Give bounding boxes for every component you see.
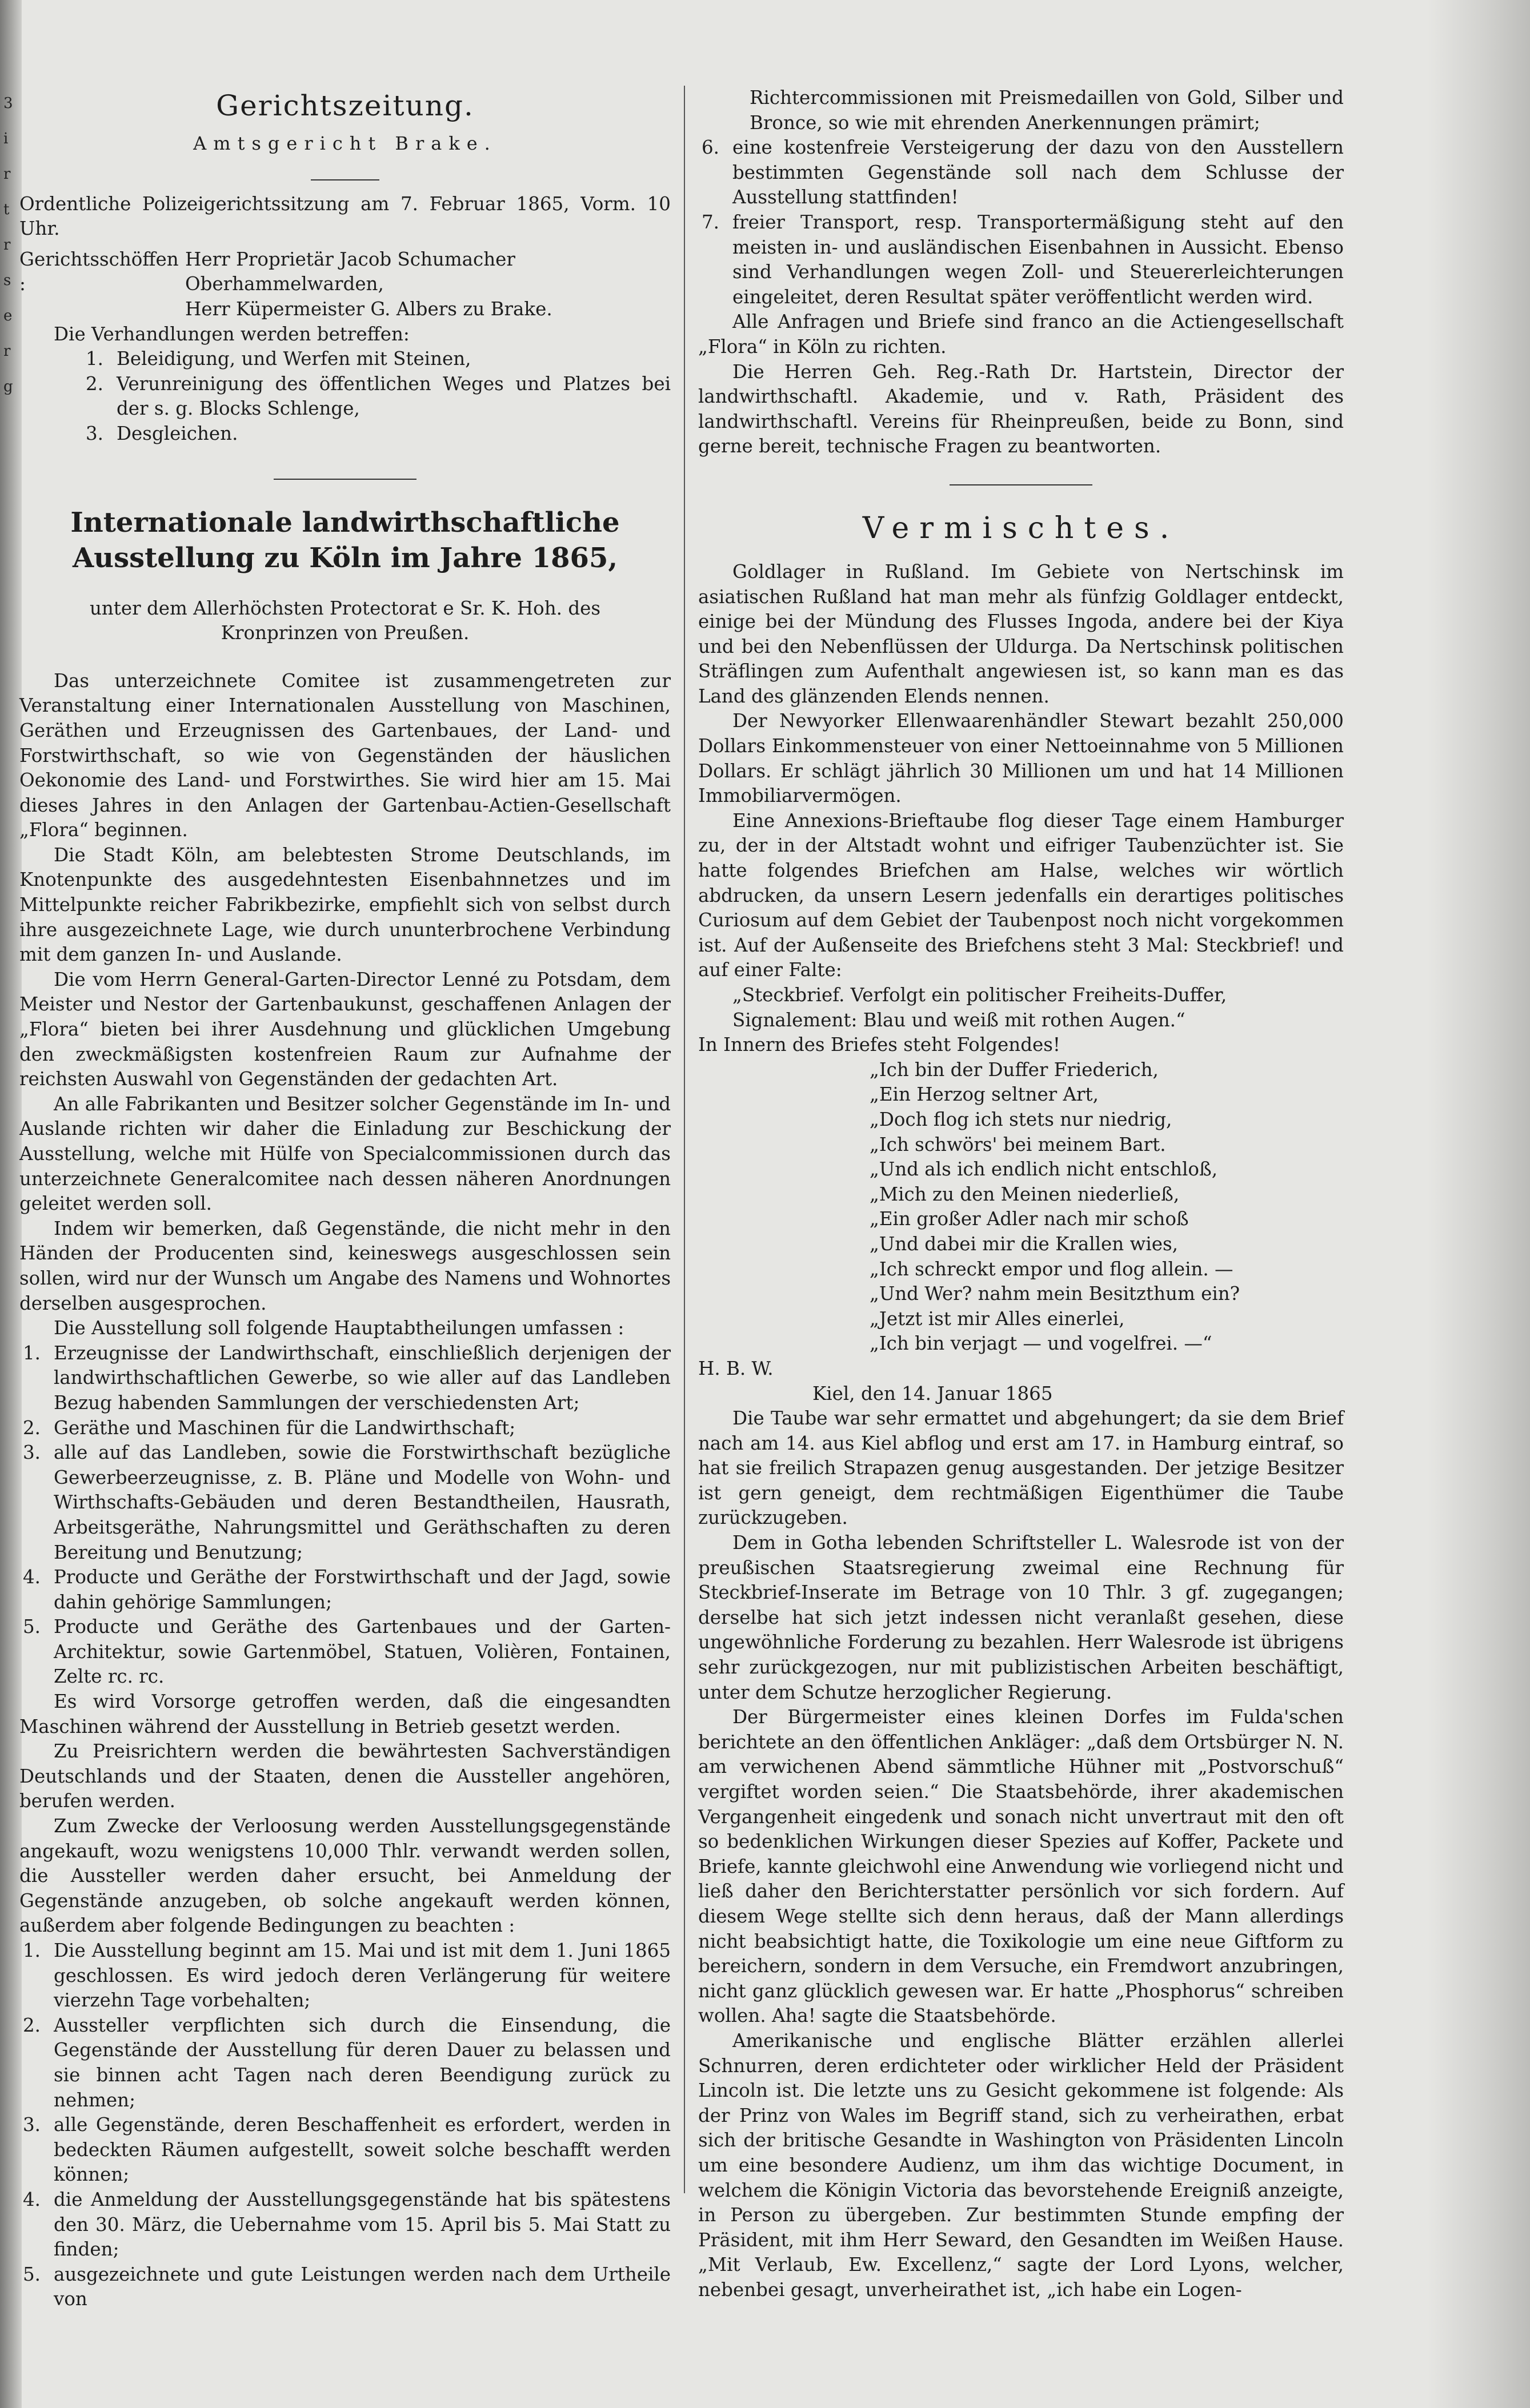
list-item: 7. freier Transport, resp. Transportermäßigung steht auf den meisten in- und ausländischen Eisenbahnen in Aussicht. Ebenso sind Verhandlungen wegen Zoll- und Steuererleichterungen eingeleitet, deren Resultat später veröffentlicht werden wird. [702,211,1344,308]
gerichtszeitung-heading: Gerichtszeitung. [216,89,474,122]
abtheilungen-list [19,1341,671,1689]
paragraph: Alle Anfragen und Briefe sind franco an die Actiengesellschaft „Flora“ in Köln zu richten. [698,311,1344,358]
margin-letter: 3 [3,95,13,112]
poem-line: „Ich schwörs' bei meinem Bart. [870,1133,1166,1155]
poem-line: „Ein großer Adler nach mir schoß [870,1208,1189,1230]
poem-line: „Doch flog ich stets nur niedrig, [870,1108,1172,1130]
poem-line: „Jetzt ist mir Alles einerlei, [870,1307,1125,1330]
margin-letter: r [3,236,11,254]
poem-line: „Und Wer? nahm mein Besitzthum ein? [870,1283,1240,1305]
bedingungen-list-cont [698,135,1344,310]
schoeffen-1: Herr Proprietär Jacob Schumacher Oberhammelwarden, [185,248,515,295]
bedingungen-list [19,1939,671,2312]
paragraph: Goldlager in Rußland. Im Gebiete von Nertschinsk im asiatischen Rußland hat man mehr als fünfzig Goldlager entdeckt, einige bei der Mündung des Flusses Ingoda, andere bei der Kiya und bei den Nebenflüssen der Uldurga. Da Nertschinsk politischen Sträflingen zum Aufenthalt angewiesen ist, so kann man es das Land des glänzenden Elends nennen. [698,560,1344,707]
list-item: 4. Producte und Geräthe der Forstwirthschaft und der Jagd, sowie dahin gehörige Sammlungen; [23,1566,671,1613]
list-item: 1. Erzeugnisse der Landwirthschaft, einschließlich derjenigen der landwirthschaftlichen Gewerbe, so wie aller auf das Landleben Bezug habenden Sammlungen der verschiedensten Art; [23,1342,671,1414]
poem-line: „Ein Herzog seltner Art, [870,1083,1099,1106]
list-item: 3. alle Gegenstände, deren Beschaffenheit es erfordert, werden in bedeckten Räumen aufgestellt, soweit solche beschafft werden können; [23,2114,671,2186]
verhandlungen-intro: Die Verhandlungen werden betreffen: [54,323,410,345]
list-item: 5. Producte und Geräthe des Gartenbaues und der Garten-Architektur, sowie Gartenmöbel, Statuen, Volièren, Fontainen, Zelte rc. rc. [23,1616,671,1688]
paragraph: Amerikanische und englische Blätter erzählen allerlei Schnurren, deren erdichteter oder wirklicher Held der Präsident Lincoln ist. Die letzte uns zu Gesicht gekommene ist folgende: Als der Prinz von Wales im Begriff stand, sich zu verheirathen, erbat sich der britische Gesandte in Washington von Präsidenten Lincoln um eine besondere Audienz, um ihm das wichtige Document, in welchem die Königin Victoria das bevorstehende Ereigniß anzeigte, in Person zu übergeben. Zur bestimmten Stunde empfing der Präsident, mit ihm Herr Seward, den Gesandten im Weißen Hause. „Mit Verlaub, Ew. Excellenz,“ sagte der Lord Lyons, welcher, nebenbei gesagt, unverheirathet ist, „ich habe ein Logen- [698,2029,1344,2301]
page-binding-edge [0,0,22,2408]
paragraph: Indem wir bemerken, daß Gegenstände, die nicht mehr in den Händen der Producenten sind, keineswegs ausgeschlossen sein sollen, wird nur der Wunsch um Angabe des Namens und Wohnortes derselben ausgesprochen. [19,1217,671,1314]
page-right-edge [1427,0,1530,2408]
poem [698,1058,1344,1356]
ausstellung-heading: Internationale landwirthschaftliche Ausstellung zu Köln im Jahre 1865, [70,506,620,574]
list-item: 1. Die Ausstellung beginnt am 15. Mai und ist mit dem 1. Juni 1865 geschlossen. Es wird jedoch deren Verlängerung für weitere vierzehn Tage vorbehalten; [23,1940,671,2012]
paragraph: Der Bürgermeister eines kleinen Dorfes im Fulda'schen berichtete an den öffentlichen Ankläger: „daß dem Ortsbürger N. N. am verwichenen Abend sämmtliche Hühner mit „Postvorschuß“ vergiftet worden seien.“ Die Staatsbehörde, ihrer akademischen Vergangenheit eingedenk und sonach nicht unvertraut mit den oft so bedenklichen Wirkungen dieser Spezies auf Koffer, Packete und Briefe, kannte gleichwohl eine Anwendung wie vorliegend nicht und ließ daher den Berichterstatter persönlich vor sich fordern. Auf diesem Wege stellte sich denn heraus, daß der Mann allerdings nicht beabsichtigt hatte, die Toxikologie um eine neue Giftform zu bereichern, sondern in dem Versuche, ein Fremdwort anzubringen, nicht ganz glücklich gewesen war. Er hatte „Phosphorus“ schreiben wollen. Aha! sagte die Staatsbehörde. [698,1706,1344,2027]
steckbrief-line: Signalement: Blau und weiß mit rothen Augen.“ [732,1009,1185,1031]
margin-letters [3,86,19,404]
poem-line: „Mich zu den Meinen niederließ, [870,1183,1180,1205]
session-line: Ordentliche Polizeigerichtssitzung am 7. Februar 1865, Vorm. 10 Uhr. [19,192,671,240]
poem-line: „Und dabei mir die Krallen wies, [870,1233,1179,1255]
list-item: 1. Beleidigung, und Werfen mit Steinen, [86,348,471,370]
list-item: 6. eine kostenfreie Versteigerung der dazu von den Ausstellern bestimmten Gegenstände soll nach dem Schlusse der Ausstellung stattfinden! [702,137,1344,208]
paragraph: Dem in Gotha lebenden Schriftsteller L. Walesrode ist von der preußischen Staatsregierung zweimal eine Rechnung für Steckbrief-Inserate im Betrage von 10 Thlr. 3 gf. zugegangen; derselbe hat sich jetzt indessen nicht veranlaßt gesehen, diese ungewöhnliche Forderung zu bezahlen. Herr Walesrode ist übrigens sehr zurückgezogen, nur mit publizistischen Arbeiten beschäftigt, unter dem Schutze herzoglicher Regierung. [698,1532,1344,1703]
section-divider [950,484,1092,485]
paragraph: Die vom Herrn General-Garten-Director Lenné zu Potsdam, dem Meister und Nestor der Gartenbaukunst, geschaffenen Anlagen der „Flora“ bieten bei ihrer Ausdehnung und glücklichen Umgebung den zweckmäßigsten kostenfreien Raum zur Aufnahme der reichsten Auswahl von Gegenständen der gedachten Art. [19,968,671,1090]
list-item: 3. Desgleichen. [86,422,238,444]
poem-line: „Ich schreckt empor und flog allein. — [870,1258,1233,1280]
short-rule [311,179,379,180]
column-divider [684,86,685,2193]
poem-line: „Und als ich endlich nicht entschloß, [870,1158,1218,1181]
paragraph: An alle Fabrikanten und Besitzer solcher Gegenstände im In- und Auslande richten wir daher die Einladung zur Beschickung der Ausstellung, welche mit Hülfe von Specialcommissionen durch das unterzeichnete Generalcomitee nach dessen näheren Anordnungen geleitet werden soll. [19,1093,671,1215]
paragraph: Die Stadt Köln, am belebtesten Strome Deutschlands, im Knotenpunkte des ausgedehntesten Eisenbahnnetzes und im Mittelpunkte reicher Fabrikbezirke, empfiehlt sich von selbst durch ihre ausgezeichnete Lage, wie durch ununterbrochene Verbindung mit dem ganzen In- und Auslande. [19,844,671,966]
left-column [19,86,671,2312]
paragraph: Es wird Vorsorge getroffen werden, daß die eingesandten Maschinen während der Ausstellung in Betrieb gesetzt werden. [19,1691,671,1737]
paragraph: Eine Annexions-Brieftaube flog dieser Tage einem Hamburger zu, der in der Altstadt wohnt und eifriger Taubenzüchter ist. Sie hatte folgendes Briefchen am Halse, welches wir wörtlich abdrucken, da unsern Lesern jedenfalls ein derartiges politisches Curiosum auf dem Gebiet der Taubenpost noch nicht vorgekommen ist. Auf der Außenseite des Briefchens steht 3 Mal: Steckbrief! und auf einer Falte: [698,809,1344,981]
paragraph: Richtercommissionen mit Preismedaillen von Gold, Silber und Bronce, so wie mit ehrenden Anerkennungen prämirt; [750,87,1344,134]
paragraph: Die Taube war sehr ermattet und abgehungert; da sie dem Brief nach am 14. aus Kiel abflog und erst am 17. in Hamburg eintraf, so hat sie freilich Strapazen genug ausgestanden. Der jetzige Besitzer ist gern geneigt, dem rechtmäßigen Eigenthümer die Taube zurückzugeben. [698,1407,1344,1529]
paragraph: Zu Preisrichtern werden die bewährtesten Sachverständigen Deutschlands und der Staaten, denen die Aussteller angehören, berufen werden. [19,1740,671,1812]
right-column [698,86,1344,2302]
paragraph: Die Ausstellung soll folgende Hauptabtheilungen umfassen : [54,1317,624,1339]
poem-line: „Ich bin der Duffer Friederich, [870,1058,1159,1081]
margin-letter: s [3,272,11,289]
paragraph: Zum Zwecke der Verloosung werden Ausstellungsgegenstände angekauft, wozu wenigstens 10,000 Thlr. verwandt werden sollen, die Aussteller werden daher ersucht, bei Anmeldung der Gegenstände anzugeben, ob solche angekauft werden können, außerdem aber folgende Bedingungen zu beachten : [19,1815,671,1937]
poem-signature: H. B. W. [698,1357,774,1379]
list-item: 2. Verunreinigung des öffentlichen Weges und Platzes bei der s. g. Blocks Schlenge, [86,372,671,420]
paragraph: Die Herren Geh. Reg.-Rath Dr. Hartstein, Director der landwirthschaftl. Akademie, und v. Rath, Präsident des landwirthschaftl. Vereins für Rheinpreußen, beide zu Bonn, sind gerne bereit, technische Fragen zu beantworten. [698,360,1344,457]
schoeffen-2: Herr Küpermeister G. Albers zu Brake. [185,298,552,320]
paragraph: Das unterzeichnete Comitee ist zusammengetreten zur Veranstaltung einer Internationalen Ausstellung von Maschinen, Geräthen und Erzeugnissen des Gartenbaues, der Land- und Forstwirthschaft, so wie von Gegenständen der häuslichen Oekonomie des Land- und Forstwirthes. Sie wird hier am 15. Mai dieses Jahres in den Anlagen der Gartenbau-Actien-Gesellschaft „Flora“ beginnen. [19,669,671,841]
dateline: Kiel, den 14. Januar 1865 [812,1382,1053,1404]
court-name: Amtsgericht Brake. [193,133,497,154]
list-item: 5. ausgezeichnete und gute Leistungen werden nach dem Urtheile von [23,2263,671,2310]
margin-letter: t [3,201,10,218]
margin-letter: g [3,378,13,395]
list-item: 2. Geräthe und Maschinen für die Landwirthschaft; [23,1416,516,1439]
poem-line: „Ich bin verjagt — und vogelfrei. —“ [870,1333,1212,1355]
paragraph: In Innern des Briefes steht Folgendes! [698,1034,1060,1056]
list-item: 4. die Anmeldung der Ausstellungsgegenstände hat bis spätestens den 30. März, die Uebernahme vom 15. April bis 5. Mai Statt zu finden; [23,2188,671,2261]
list-item: 3. alle auf das Landleben, sowie die Forstwirthschaft bezügliche Gewerbeerzeugnisse, z. B. Pläne und Modelle von Wohn- und Wirthschafts-Gebäuden und deren Bestandtheilen, Hausrath, Arbeitsgeräthe, Nahrungsmittel und Geräthschaften zu deren Bereitung und Benutzung; [23,1442,671,1563]
ausstellung-subtitle: unter dem Allerhöchsten Protectorat e Sr. K. Hoh. des Kronprinzen von Preußen. [89,597,601,644]
verhandlungen-list [19,347,671,446]
schoeffen-names [185,247,671,322]
margin-letter: e [3,307,13,324]
margin-letter: r [3,166,11,183]
list-item: 2. Aussteller verpflichten sich durch die Einsendung, die Gegenstände der Ausstellung für deren Dauer zu belassen und sie binnen acht Tagen nach deren Beendigung zurück zu nehmen; [23,2014,671,2111]
margin-letter: i [3,130,9,147]
steckbrief-line: „Steckbrief. Verfolgt ein politischer Freiheits-Duffer, [732,984,1227,1006]
section-divider [274,479,416,480]
schoeffen-block [19,247,671,322]
vermischtes-heading: Vermischtes. [862,511,1180,545]
margin-letter: r [3,343,11,360]
schoeffen-label: Gerichtsschöffen : [19,248,179,295]
paragraph: Der Newyorker Ellenwaarenhändler Stewart bezahlt 250,000 Dollars Einkommensteuer von einer Nettoeinnahme von 5 Millionen Dollars. Er schlägt jährlich 30 Millionen um und hat 14 Millionen Immobiliarvermögen. [698,710,1344,807]
